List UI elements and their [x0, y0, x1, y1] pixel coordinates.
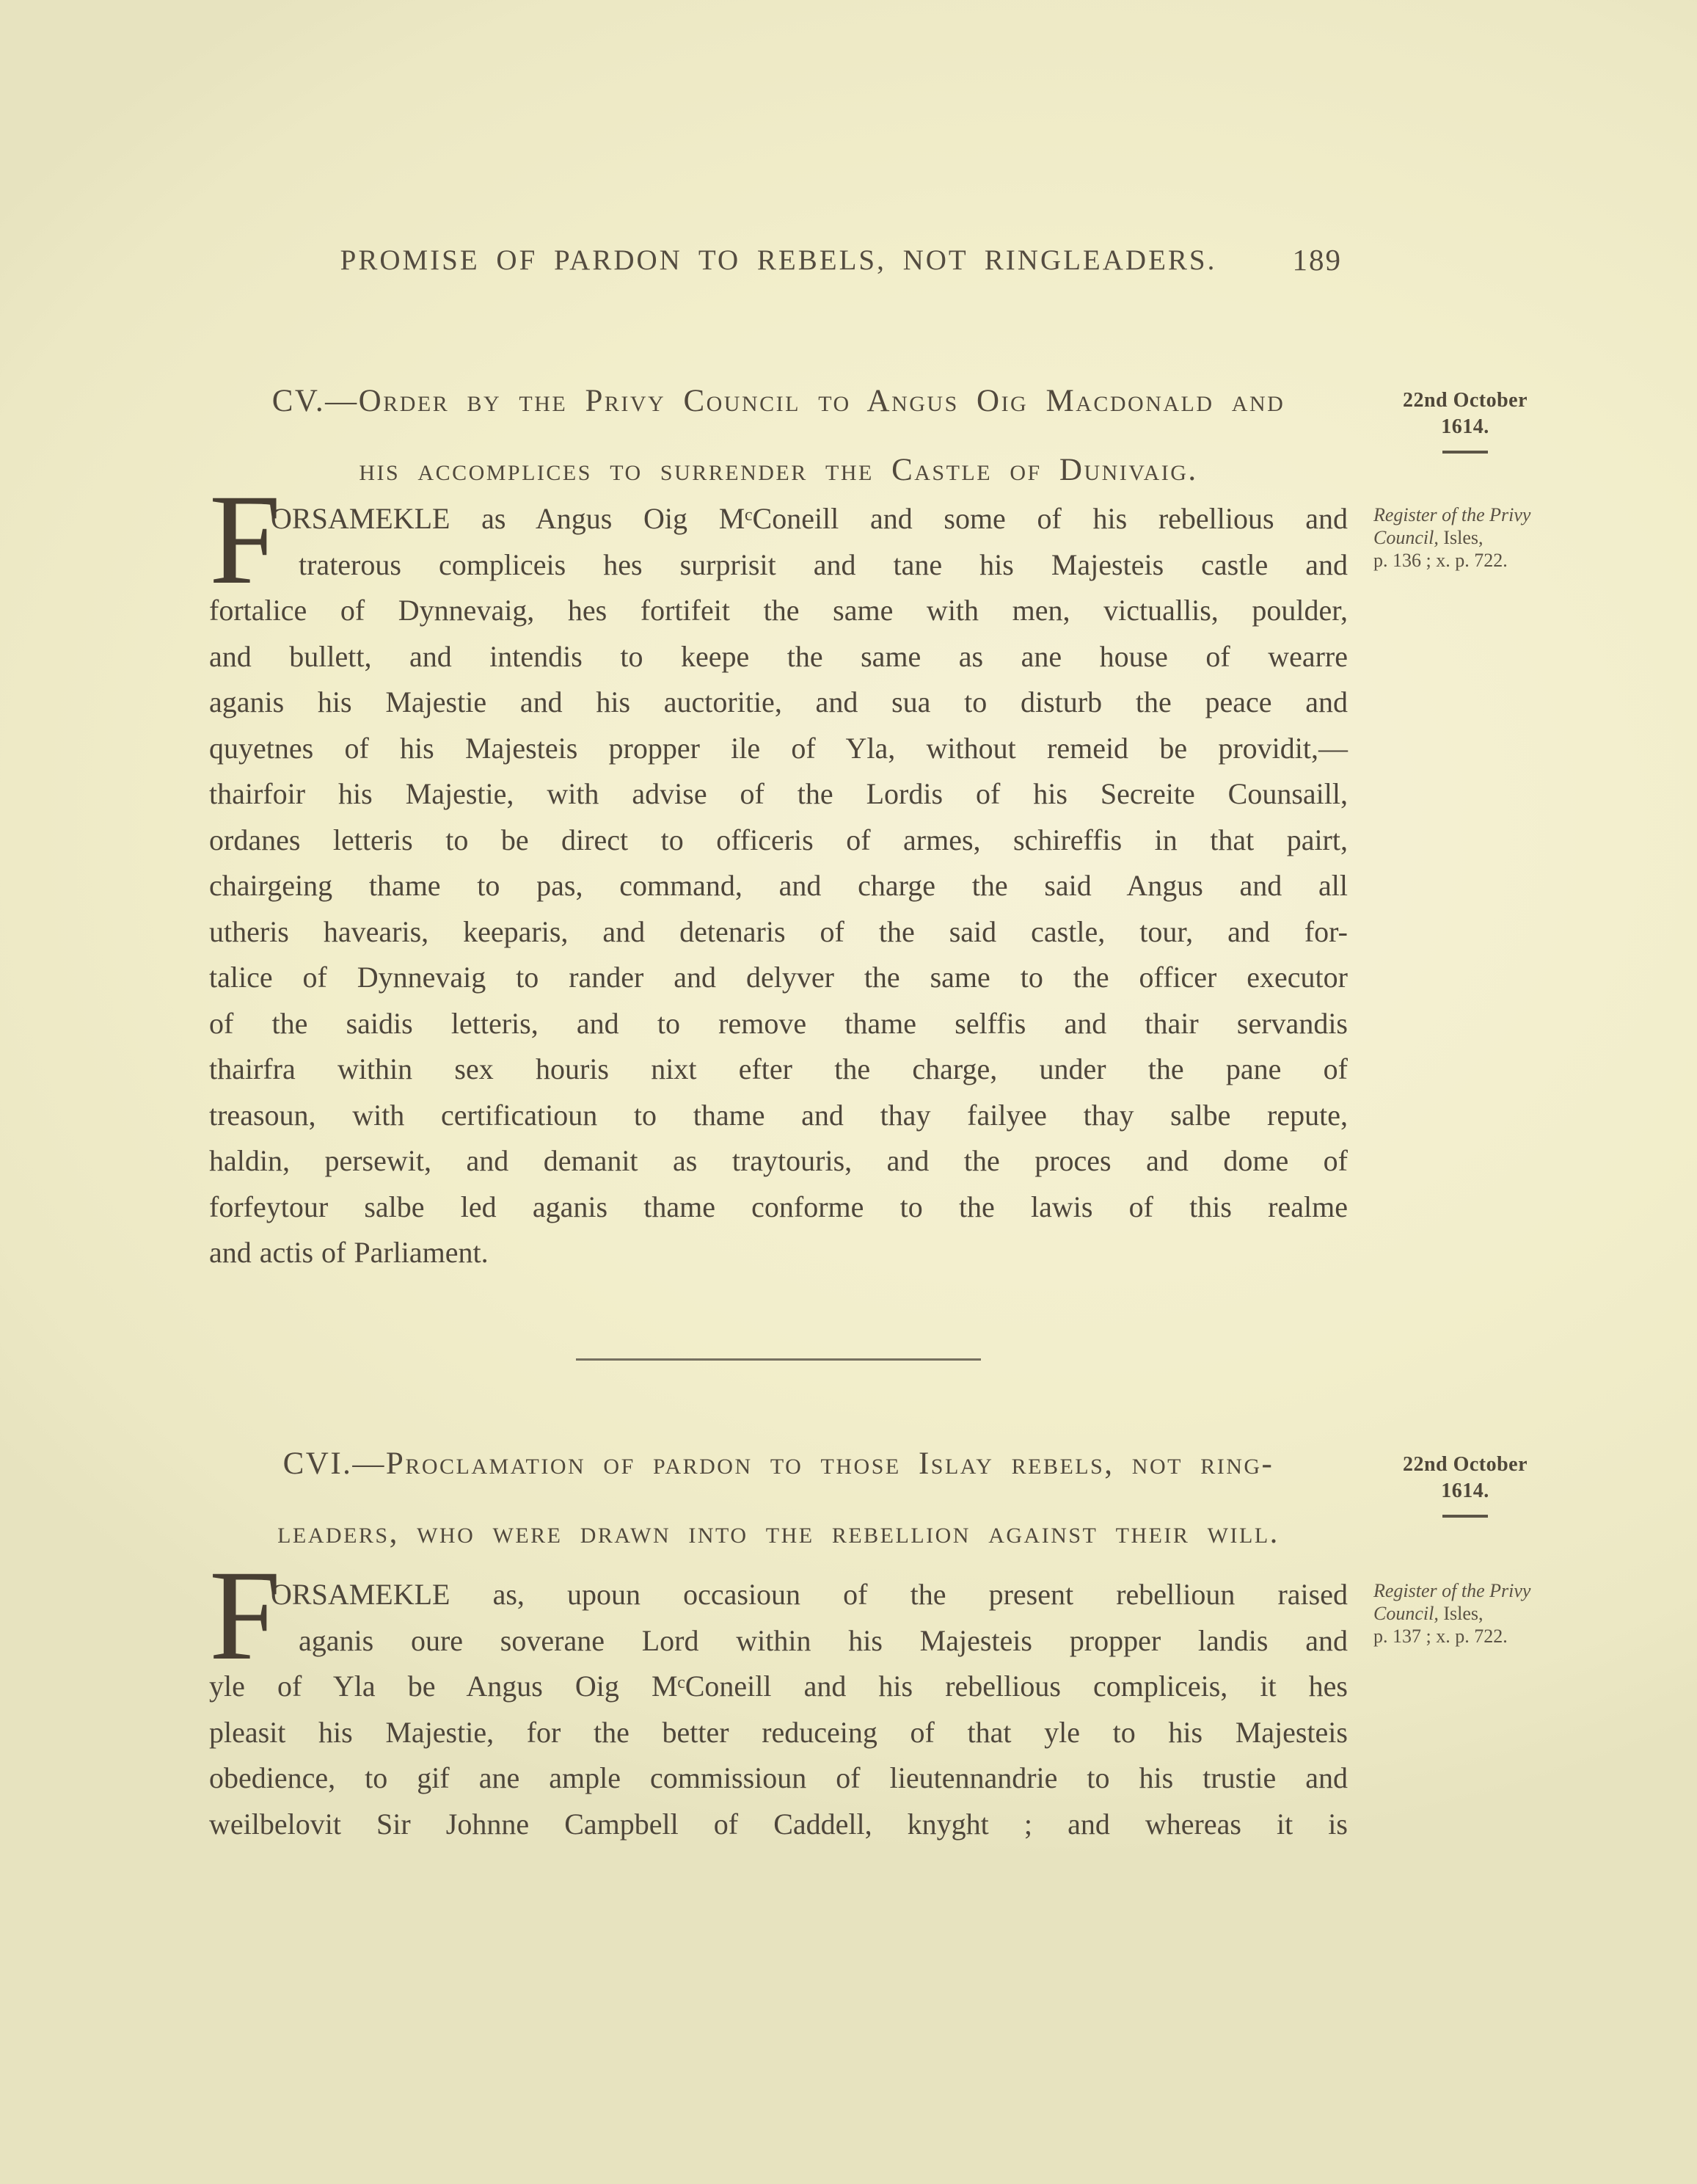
margin-ref-cv-series: Isles,: [1438, 527, 1483, 548]
section-cvi-heading-line1: CVI.—Proclamation of pardon to those Islay rebels, not ring-: [282, 1446, 1274, 1481]
text-line: ORSAMEKLE as, upoun occasioun of the present rebellioun raised: [271, 1578, 1348, 1611]
text-line: weilbelovit Sir Johnne Campbell of Caddell, knyght ; and whereas it is: [209, 1807, 1348, 1841]
section-separator: [209, 1358, 1348, 1361]
running-head: [209, 244, 1348, 277]
margin-rule: [1442, 451, 1488, 454]
text-line: aganis his Majestie and his auctoritie, and sua to disturb the peace and: [209, 685, 1348, 718]
text-line: utheris havearis, keeparis, and detenaris of the said castle, tour, and for-: [209, 914, 1348, 948]
margin-ref-cv-pages: p. 136 ; x. p. 722.: [1373, 550, 1508, 571]
margin-date-cvi-line2: 1614.: [1441, 1479, 1489, 1502]
separator-rule: [576, 1358, 981, 1361]
section-cvi-heading: [209, 1430, 1348, 1568]
margin-ref-cvi-pages: p. 137 ; x. p. 722.: [1373, 1626, 1508, 1647]
text-line: and actis of Parliament.: [209, 1236, 489, 1269]
margin-date-cv-line2: 1614.: [1441, 415, 1489, 438]
text-line: haldin, persewit, and demanit as traytouris, and the proces and dome of: [209, 1144, 1348, 1177]
text-line: obedience, to gif ane ample commissioun of lieutennandrie to his trustie and: [209, 1761, 1348, 1794]
text-line: talice of Dynnevaig to rander and delyver the same to the officer executor: [209, 961, 1348, 994]
text-line: of the saidis letteris, and to remove thame selffis and thair servandis: [209, 1006, 1348, 1040]
text-line: ORSAMEKLE as Angus Oig MᶜConeill and some of his rebellious and: [271, 502, 1348, 535]
margin-ref-cvi-series: Isles,: [1438, 1603, 1483, 1624]
text-line: aganis oure soverane Lord within his Majesteis propper landis and: [299, 1623, 1348, 1657]
margin-date-cvi: [1373, 1452, 1557, 1518]
margin-ref-cvi: [1373, 1579, 1594, 1648]
text-line: thairfoir his Majestie, with advise of the Lordis of his Secreite Counsaill,: [209, 777, 1348, 810]
text-line: chairgeing thame to pas, command, and charge the said Angus and all: [209, 869, 1348, 902]
margin-date-cvi-line1: 22nd October: [1402, 1453, 1528, 1476]
text-line: thairfra within sex houris nixt efter the charge, under the pane of: [209, 1052, 1348, 1085]
text-line: treasoun, with certificatioun to thame and thay failyee thay salbe repute,: [209, 1098, 1348, 1132]
running-head-title: PROMISE OF PARDON TO REBELS, NOT RINGLEADERS.: [340, 244, 1217, 276]
text-line: ordanes letteris to be direct to officeris of armes, schireffis in that pairt,: [209, 823, 1348, 856]
text-line: and bullett, and intendis to keepe the same as ane house of wearre: [209, 639, 1348, 673]
margin-date-cv: [1373, 387, 1557, 454]
text-line: yle of Yla be Angus Oig MᶜConeill and his rebellious compliceis, it hes: [209, 1670, 1348, 1703]
margin-date-cv-line1: 22nd October: [1402, 389, 1528, 412]
margin-ref-cvi-title: Register of the Privy Council,: [1373, 1580, 1531, 1624]
section-cv-heading: [209, 367, 1348, 505]
text-line: quyetnes of his Majesteis propper ile of Yla, without remeid be providit,—: [209, 731, 1348, 765]
margin-ref-cv: [1373, 503, 1594, 572]
section-cvi-paragraph: [209, 1544, 1348, 1847]
dropcap-cv: F: [209, 468, 281, 611]
text-line: fortalice of Dynnevaig, hes fortifeit the same with men, victuallis, poulder,: [209, 594, 1348, 627]
text-line: traterous compliceis hes surprisit and tane his Majesteis castle and: [299, 547, 1348, 581]
page-number: 189: [1292, 243, 1342, 277]
dropcap-cvi: F: [209, 1544, 281, 1687]
margin-rule: [1442, 1515, 1488, 1518]
text-line: forfeytour salbe led aganis thame conforme to the lawis of this realme: [209, 1190, 1348, 1223]
section-cv-heading-line1: CV.—Order by the Privy Council to Angus Oig Macdonald and: [271, 384, 1285, 418]
section-cv-heading-line2: his accomplices to surrender the Castle of Dunivaig.: [359, 453, 1198, 487]
text-line: pleasit his Majestie, for the better reduceing of that yle to his Majesteis: [209, 1715, 1348, 1749]
section-cvi-heading-line2: leaders, who were drawn into the rebellion against their will.: [277, 1515, 1280, 1550]
margin-ref-cv-title: Register of the Privy Council,: [1373, 504, 1531, 548]
